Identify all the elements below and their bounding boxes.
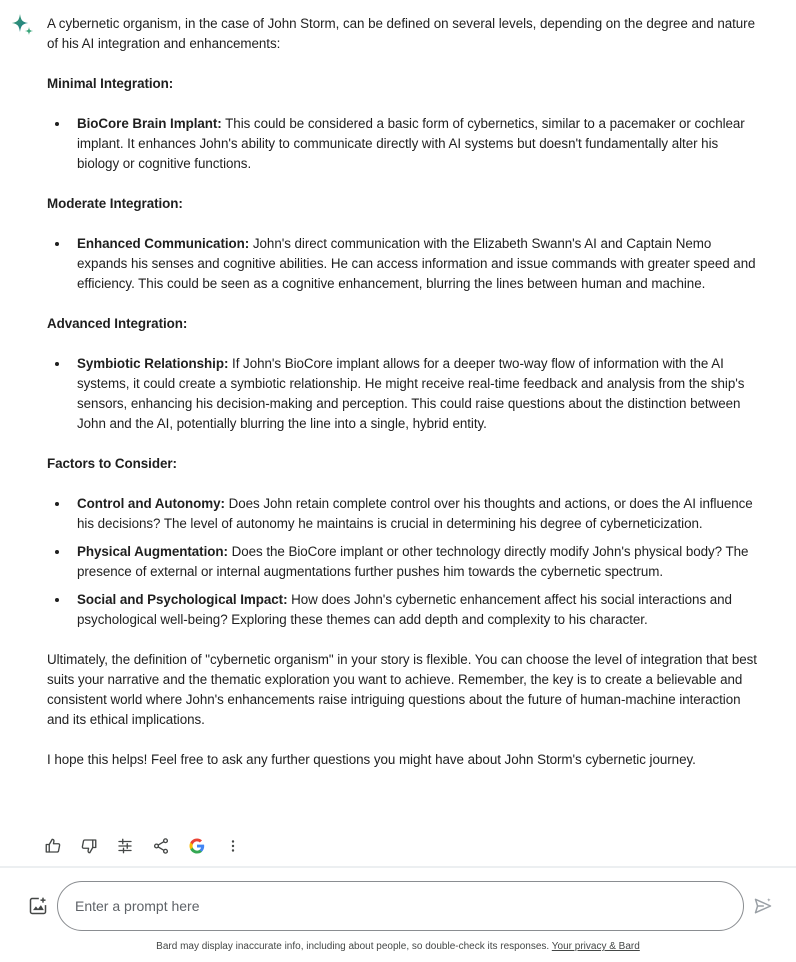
list-item-term: Control and Autonomy:	[77, 496, 225, 511]
list-item-text: How does John's cybernetic enhancement affect his social interactions and psychological well-being? Exploring these themes can add depth and complexity to his character.	[77, 592, 732, 627]
list-item-text: Does John retain complete control over his thoughts and actions, or does the AI influence his decisions? The level of autonomy he maintains is crucial in determining his degree of cyberneticization.	[77, 496, 753, 531]
list-item	[77, 234, 757, 294]
response-intro: A cybernetic organism, in the case of John Storm, can be defined on several levels, depending on the degree and nature of his AI integration and enhancements:	[47, 16, 755, 51]
response-closing: I hope this helps! Feel free to ask any further questions you might have about John Storm's cybernetic journey.	[47, 752, 696, 767]
section-heading-advanced: Advanced Integration:	[47, 316, 188, 331]
upload-image-icon[interactable]	[28, 896, 48, 916]
thumbs-up-button[interactable]	[44, 834, 80, 858]
list-item	[77, 542, 757, 582]
list-item	[77, 114, 757, 174]
list-item-term: Physical Augmentation:	[77, 544, 228, 559]
section-list-minimal	[47, 114, 757, 174]
list-item-text: If John's BioCore implant allows for a deeper two-way flow of information with the AI systems, it could create a symbiotic relationship. He might receive real-time feedback and analysis from the ship's sensors, enhancing his decision-making and perception. This could raise questions about the distinction between John and the AI, potentially blurring the line into a single, hybrid entity.	[77, 356, 745, 431]
thumbs-down-button[interactable]	[80, 834, 116, 858]
google-it-button[interactable]	[188, 834, 224, 858]
more-options-icon	[224, 837, 242, 855]
google-it-icon	[188, 837, 206, 855]
list-item-term: BioCore Brain Implant:	[77, 116, 222, 131]
list-item-term: Symbiotic Relationship:	[77, 356, 229, 371]
privacy-link[interactable]: Your privacy & Bard	[551, 941, 640, 952]
prompt-box	[57, 881, 744, 931]
modify-response-icon	[116, 837, 134, 855]
modify-response-button[interactable]	[116, 834, 152, 858]
thumbs-down-icon	[80, 837, 98, 855]
divider	[0, 866, 796, 868]
prompt-input[interactable]	[75, 896, 695, 916]
section-list-moderate	[47, 234, 757, 294]
response-actions	[44, 834, 260, 858]
disclaimer-text: Bard may display inaccurate info, including about people, so double-check its responses.	[156, 941, 550, 952]
share-button[interactable]	[152, 834, 188, 858]
response-text	[47, 14, 757, 790]
list-item-text: John's direct communication with the Elizabeth Swann's AI and Captain Nemo expands his senses and cognitive abilities. He can access information and issue commands with greater speed and efficiency. This could be seen as a cognitive enhancement, blurring the lines between human and machine.	[77, 236, 756, 291]
bard-sparkle-icon	[10, 12, 36, 38]
section-heading-moderate: Moderate Integration:	[47, 196, 183, 211]
list-item-text: Does the BioCore implant or other technology directly modify John's physical body? The presence of external or internal augmentations further pushes him towards the cybernetic spectrum.	[77, 544, 749, 579]
list-item	[77, 590, 757, 630]
footer-disclaimer	[0, 940, 796, 954]
response-conclusion: Ultimately, the definition of "cybernetic organism" in your story is flexible. You can choose the level of integration that best suits your narrative and the thematic exploration you want to achieve. Remember, the key is to create a believable and consistent world where John's enhancements raise intriguing questions about the future of human-machine interaction and its ethical implications.	[47, 652, 757, 727]
section-list-factors	[47, 494, 757, 630]
list-item-term: Enhanced Communication:	[77, 236, 250, 251]
list-item-text: This could be considered a basic form of cybernetics, similar to a pacemaker or cochlear implant. It enhances John's ability to communicate directly with AI systems but doesn't fundamentally alter his biology or cognitive functions.	[77, 116, 745, 171]
section-heading-minimal: Minimal Integration:	[47, 76, 174, 91]
list-item	[77, 354, 757, 434]
more-options-button[interactable]	[224, 834, 260, 858]
list-item	[77, 494, 757, 534]
send-icon[interactable]	[753, 896, 773, 916]
list-item-term: Social and Psychological Impact:	[77, 592, 288, 607]
thumbs-up-icon	[44, 837, 62, 855]
section-list-advanced	[47, 354, 757, 434]
section-heading-factors: Factors to Consider:	[47, 456, 177, 471]
share-icon	[152, 837, 170, 855]
